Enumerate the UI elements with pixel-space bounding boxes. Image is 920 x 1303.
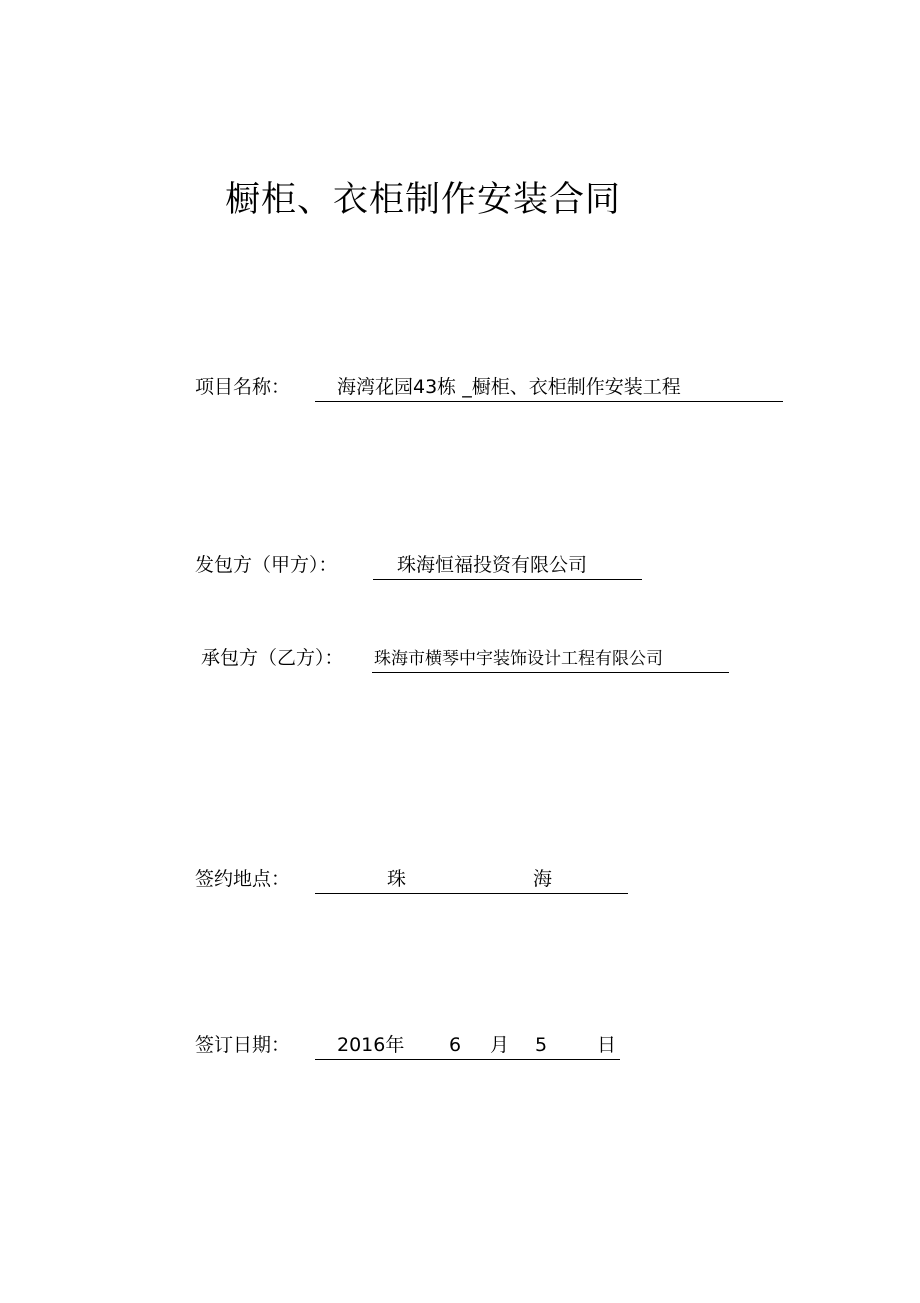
sign-place-value-2: 海 — [533, 868, 553, 890]
sign-place-value-1: 珠 — [387, 868, 407, 890]
party-a-value: 珠海恒福投资有限公司 — [397, 554, 588, 576]
sign-place-label: 签约地点： — [195, 868, 291, 890]
project-name-label: 项目名称： — [195, 376, 291, 398]
sign-date-year: 2016年 — [337, 1034, 405, 1056]
sign-date-underline — [315, 1032, 620, 1060]
sign-place-underline — [315, 866, 628, 894]
contract-title: 橱柜、衣柜制作安装合同 — [225, 180, 622, 220]
sign-date-month: 6 — [449, 1034, 462, 1056]
project-name-value: 海湾花园43栋 _橱柜、衣柜制作安装工程 — [337, 376, 681, 398]
sign-date-label: 签订日期： — [195, 1034, 291, 1056]
party-a-underline — [373, 552, 642, 580]
sign-date-day-unit: 日 — [597, 1034, 617, 1056]
party-a-label: 发包方（甲方）： — [195, 554, 338, 576]
party-b-label: 承包方（乙方）： — [201, 647, 344, 669]
sign-date-day: 5 — [535, 1034, 548, 1056]
project-name-underline — [315, 374, 783, 402]
party-b-value: 珠海市横琴中宇装饰设计工程有限公司 — [374, 649, 663, 669]
sign-date-month-unit: 月 — [490, 1034, 510, 1056]
party-b-underline — [372, 645, 729, 673]
